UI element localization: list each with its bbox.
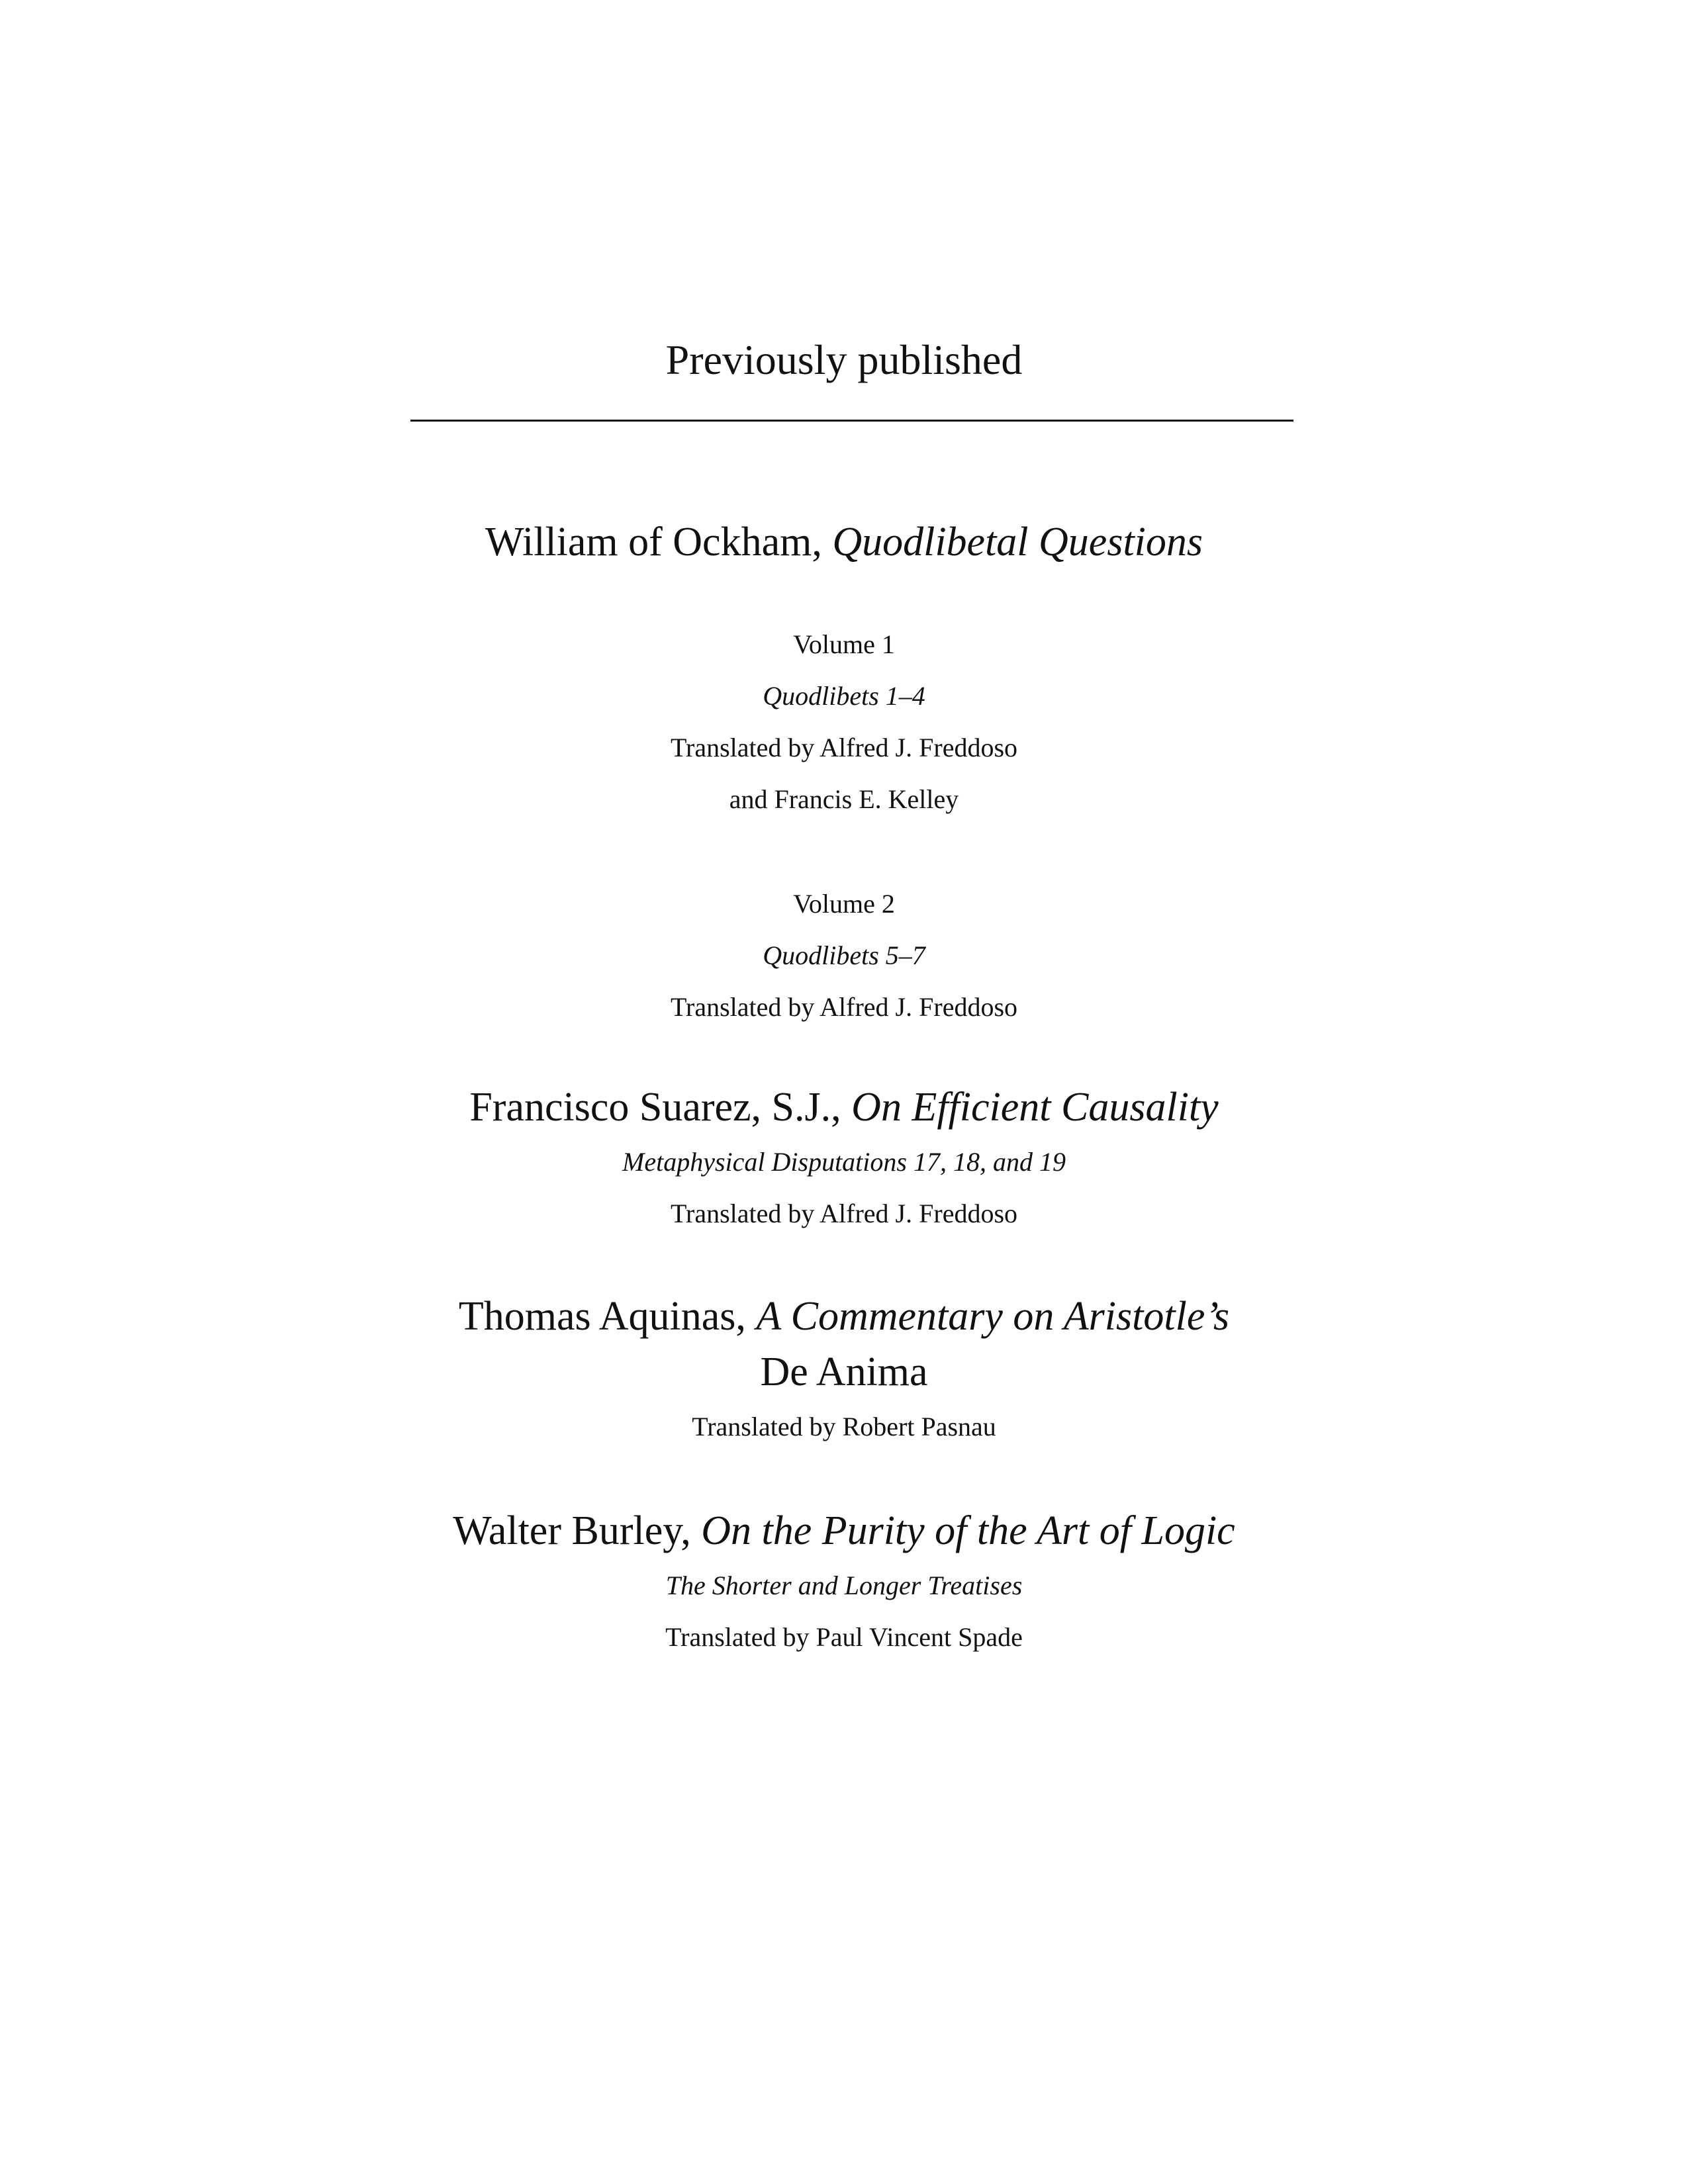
entry-suarez-title bbox=[0, 1087, 1688, 1128]
entry-subtitle: Metaphysical Disputations 17, 18, and 19 bbox=[622, 1147, 1066, 1177]
entry-work-title: A Commentary on Aristotle’s bbox=[756, 1294, 1230, 1339]
entry-author: William of Ockham, bbox=[485, 520, 833, 565]
entry-author: Walter Burley, bbox=[453, 1508, 702, 1553]
entry-work-title: Quodlibetal Questions bbox=[832, 520, 1203, 565]
entry-burley-title bbox=[0, 1510, 1688, 1551]
volume-subtitle: Quodlibets 5–7 bbox=[763, 940, 925, 970]
entry-work-title-line2: De Anima bbox=[760, 1349, 928, 1394]
entry-work-title: On the Purity of the Art of Logic bbox=[701, 1508, 1235, 1553]
volume-label: Volume 2 bbox=[793, 889, 895, 919]
translator-line: Translated by Alfred J. Freddoso bbox=[670, 992, 1018, 1022]
entry-aquinas-title bbox=[0, 1296, 1688, 1337]
entry-author: Francisco Suarez, S.J., bbox=[469, 1085, 852, 1130]
translator-line: Translated by Alfred J. Freddoso bbox=[670, 1199, 1018, 1228]
entry-ockham-title bbox=[0, 522, 1688, 563]
translator-line: Translated by Paul Vincent Spade bbox=[665, 1622, 1023, 1652]
entry-subtitle: The Shorter and Longer Treatises bbox=[665, 1570, 1023, 1600]
heading-rule bbox=[410, 420, 1293, 422]
translator-line: and Francis E. Kelley bbox=[729, 784, 959, 814]
page-heading: Previously published bbox=[665, 336, 1023, 383]
volume-subtitle: Quodlibets 1–4 bbox=[763, 681, 925, 711]
translator-line: Translated by Alfred J. Freddoso bbox=[670, 733, 1018, 762]
entry-author: Thomas Aquinas, bbox=[458, 1294, 757, 1339]
entry-work-title: On Efficient Causality bbox=[851, 1085, 1219, 1130]
translator-line: Translated by Robert Pasnau bbox=[692, 1412, 996, 1441]
volume-label: Volume 1 bbox=[793, 629, 895, 659]
